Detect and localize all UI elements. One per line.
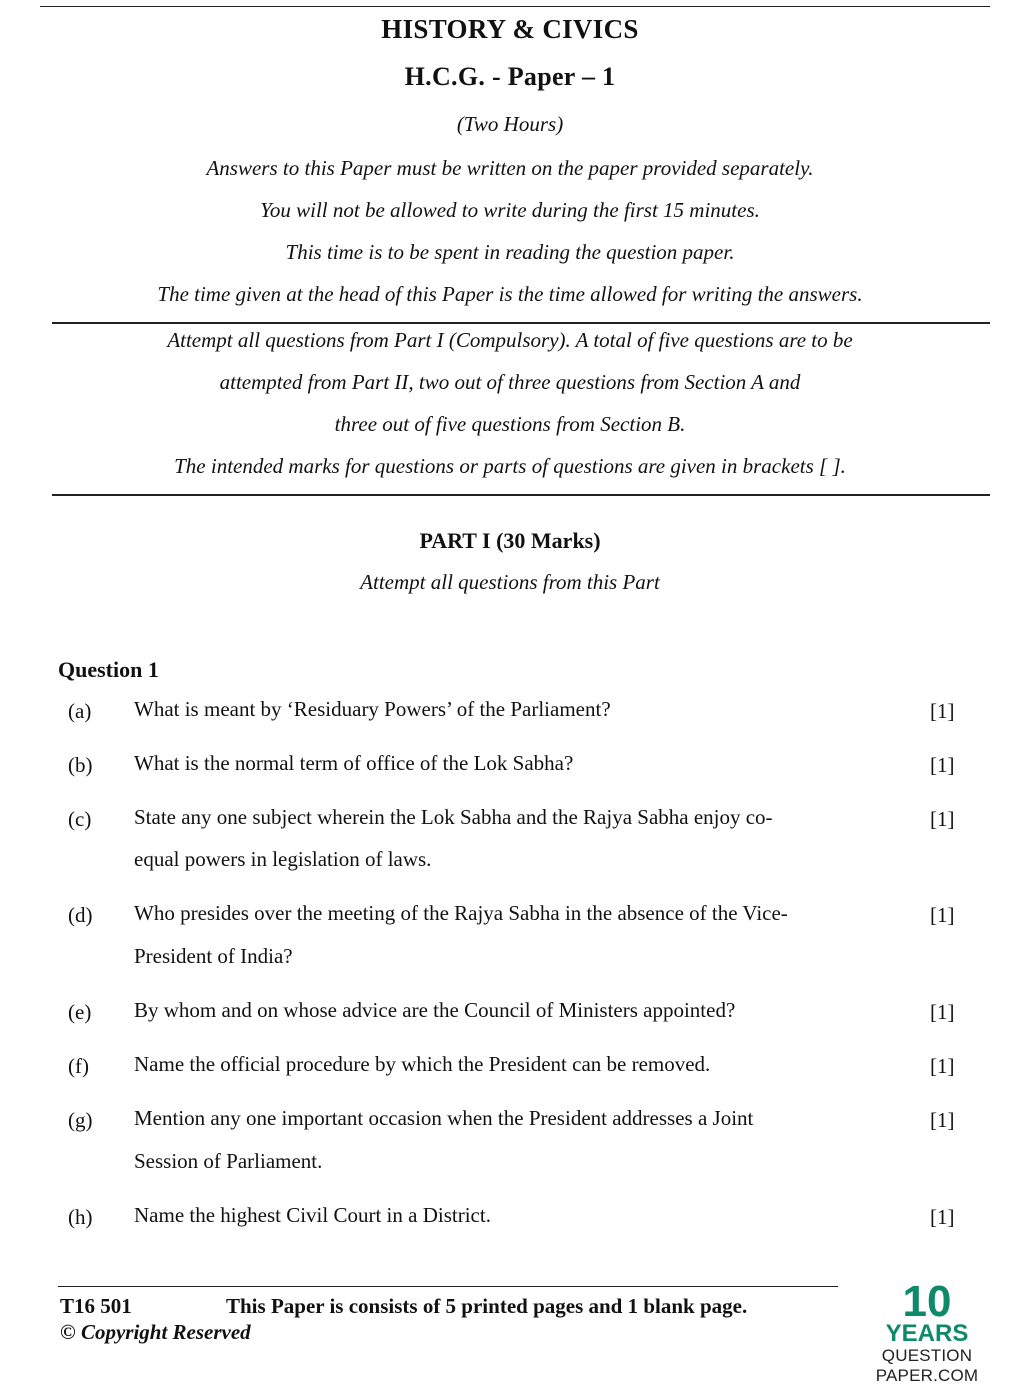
page-count-note: This Paper is consists of 5 printed pages and 1 blank page.: [226, 1294, 748, 1318]
question-text: equal powers in legislation of laws.: [134, 847, 432, 871]
question-label: (b): [68, 753, 93, 777]
question-label: (e): [68, 1000, 92, 1024]
copyright-notice: © Copyright Reserved: [60, 1320, 251, 1344]
question-text: State any one subject wherein the Lok Sabha and the Rajya Sabha enjoy co-: [134, 805, 773, 829]
question-marks: [1]: [930, 1108, 955, 1132]
attempt-line: three out of five questions from Section B.: [334, 412, 686, 436]
question-label: (f): [68, 1054, 89, 1078]
paper-code: T16 501: [60, 1294, 132, 1318]
question-text: What is meant by ‘Residuary Powers’ of the Parliament?: [134, 697, 611, 721]
question-label: (g): [68, 1108, 93, 1132]
part-subheading: Attempt all questions from this Part: [360, 570, 660, 594]
divider-rule: [52, 322, 990, 324]
instruction-line: You will not be allowed to write during the first 15 minutes.: [260, 198, 760, 222]
question-marks: [1]: [930, 903, 955, 927]
instruction-line: This time is to be spent in reading the question paper.: [285, 240, 735, 264]
top-rule: [40, 6, 990, 7]
paper-subject-title: HISTORY & CIVICS: [381, 14, 639, 44]
question-marks: [1]: [930, 753, 955, 777]
question-marks: [1]: [930, 807, 955, 831]
question-text: What is the normal term of office of the Lok Sabha?: [134, 751, 574, 775]
attempt-line: Attempt all questions from Part I (Compulsory). A total of five questions are to be: [167, 328, 853, 352]
paper-duration: (Two Hours): [456, 112, 564, 136]
question-text: President of India?: [134, 944, 293, 968]
logo-site-name: QUESTION PAPER.COM: [875, 1346, 979, 1385]
attempt-line: attempted from Part II, two out of three questions from Section A and: [219, 370, 801, 394]
question-marks: [1]: [930, 1000, 955, 1024]
question-text: Session of Parliament.: [134, 1149, 323, 1173]
question-text: Name the highest Civil Court in a District.: [134, 1203, 491, 1227]
question-text: Name the official procedure by which the President can be removed.: [134, 1052, 711, 1076]
question-marks: [1]: [930, 1054, 955, 1078]
question-title: Question 1: [58, 657, 159, 682]
paper-code-title: H.C.G. - Paper – 1: [404, 62, 616, 91]
question-marks: [1]: [930, 1205, 955, 1229]
instruction-line: Answers to this Paper must be written on the paper provided separately.: [206, 156, 814, 180]
question-text: By whom and on whose advice are the Council of Ministers appointed?: [134, 998, 736, 1022]
divider-rule: [52, 494, 990, 496]
question-label: (c): [68, 807, 92, 831]
question-marks: [1]: [930, 699, 955, 723]
site-logo[interactable]: [834, 1277, 1020, 1386]
question-label: (h): [68, 1205, 93, 1229]
question-text: Who presides over the meeting of the Rajya Sabha in the absence of the Vice-: [134, 901, 788, 925]
question-text: Mention any one important occasion when the President addresses a Joint: [134, 1106, 754, 1130]
attempt-line: The intended marks for questions or parts of questions are given in brackets [ ].: [174, 454, 846, 478]
question-label: (d): [68, 903, 93, 927]
logo-years: YEARS: [885, 1320, 969, 1347]
logo-number: 10: [902, 1277, 952, 1326]
question-label: (a): [68, 699, 92, 723]
instruction-line: The time given at the head of this Paper is the time allowed for writing the answers.: [157, 282, 863, 306]
part-heading: PART I (30 Marks): [419, 528, 601, 553]
footer-rule: [58, 1286, 838, 1287]
